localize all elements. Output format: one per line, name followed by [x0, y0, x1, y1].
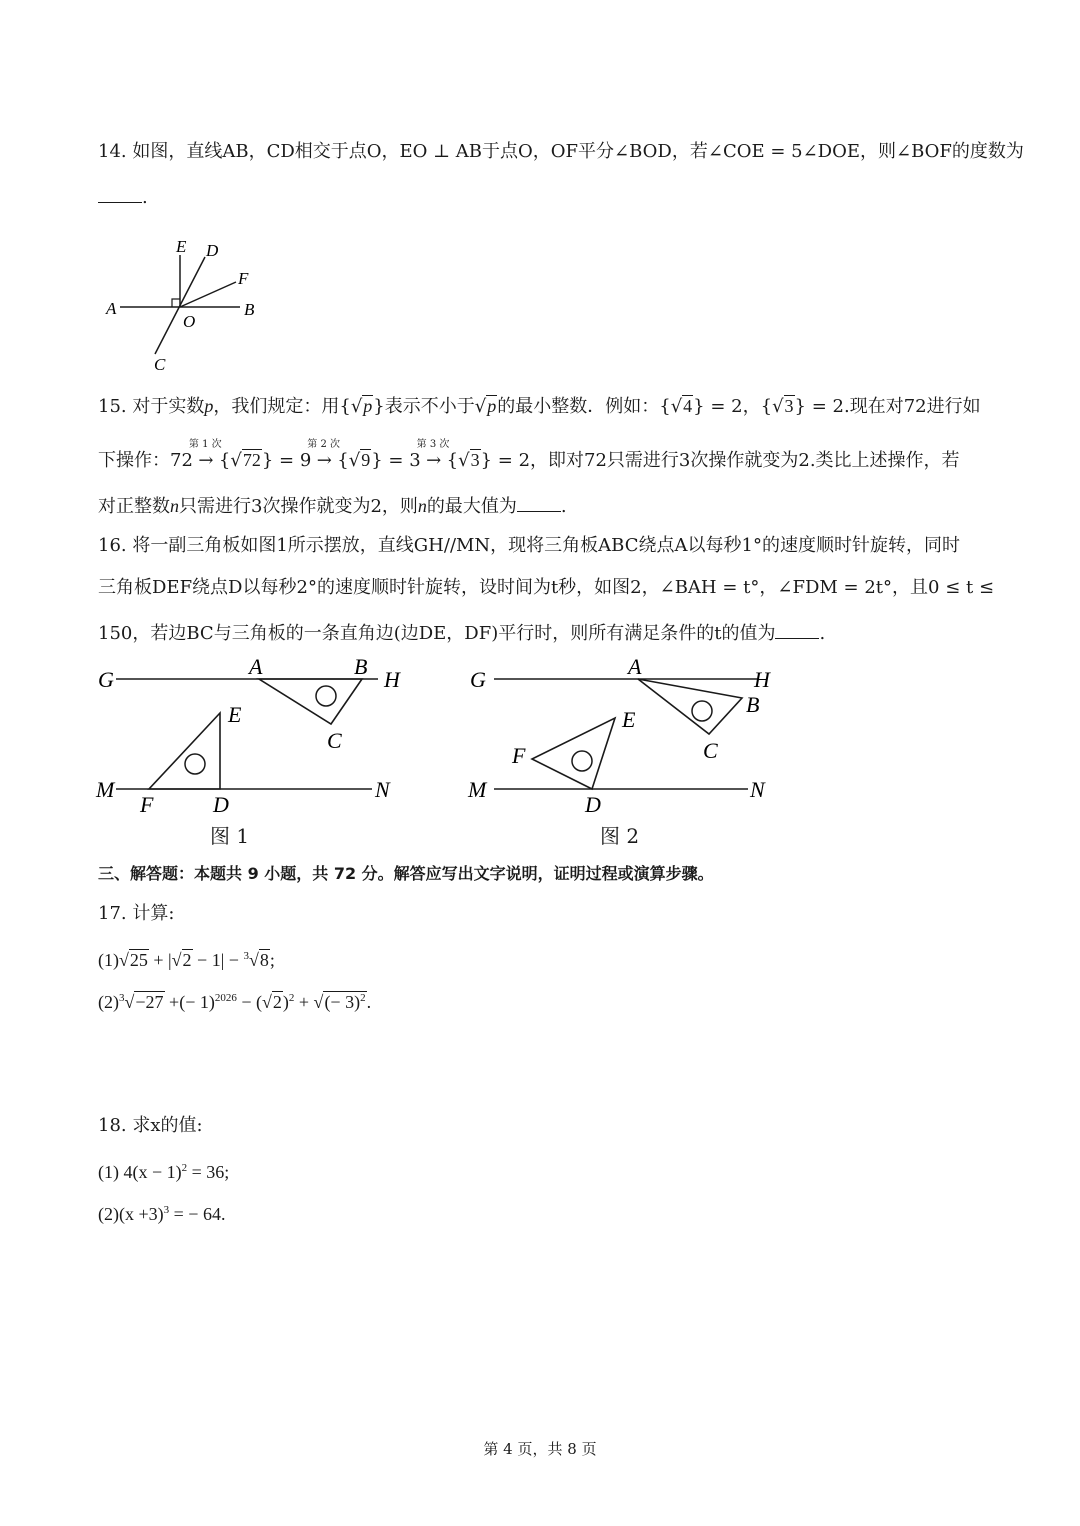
q16-answer-blank [775, 622, 819, 639]
triangle-def-2 [532, 718, 615, 789]
arrow-step-2: 第 2 次 → [307, 439, 341, 471]
fig2-label-n: N [750, 777, 765, 802]
triangle-abc-2 [638, 679, 742, 734]
q16-figure-1 [94, 650, 424, 820]
ray-of [180, 282, 236, 307]
q14-tail: . [142, 187, 148, 208]
fig2-label-g: G [470, 667, 486, 692]
triangle-abc-hole [316, 686, 336, 706]
right-angle-mark [172, 299, 180, 307]
fig2-label-a: A [628, 654, 642, 679]
q14-line2 [98, 186, 148, 210]
fig2-label-d: D [585, 792, 601, 817]
q14-line1: 14. 如图，直线AB，CD相交于点O，EO ⊥ AB于点O，OF平分∠BOD，若∠COE = 5∠DOE，则∠BOF的度数为 [98, 141, 1024, 162]
fig2-label-c: C [703, 738, 718, 763]
section-3-heading: 三、解答题：本题共 9 小题，共 72 分。解答应写出文字说明，证明过程或演算步骤。 [98, 864, 714, 883]
label-e: E [176, 237, 187, 256]
q16-line1: 16. 将一副三角板如图1所示摆放，直线GH//MN，现将三角板ABC绕点A以每秒1°的速度顺时针旋转，同时 [98, 535, 960, 556]
triangle-def [149, 713, 220, 789]
q15-line3: 对正整数n只需进行3次操作就变为2，则n的最大值为 . [98, 496, 567, 517]
q16-line2: 三角板DEF绕点D以每秒2°的速度顺时针旋转，设时间为t秒，如图2，∠BAH = t°，∠FDM = 2t°，且0 ≤ t ≤ [98, 577, 995, 598]
fig1-label-g: G [98, 667, 114, 692]
arrow-step-1: 第 1 次 → [188, 439, 222, 471]
fig1-label-a: A [249, 654, 263, 679]
label-f: F [238, 269, 249, 288]
fig1-label-b: B [354, 654, 368, 679]
page-footer: 第 4 页，共 8 页 [483, 1440, 597, 1458]
arrow-step-3: 第 3 次 → [416, 439, 450, 471]
q15-answer-blank [517, 495, 561, 512]
q18-title: 18. 求x的值: [98, 1115, 203, 1136]
fig1-label-n: N [375, 777, 390, 802]
q15-line2: 下操作：72 第 1 次 → {√72} = 9 第 2 次 → {√9} = 3 第 3 次 → {√3} = 2，即对72只需进行3次操作就变为2.类比上述操作，若 [98, 439, 960, 471]
label-a: A [106, 299, 117, 318]
q17-part1: (1)√25 + |√2 − 1| − $^3$√8; [98, 950, 275, 970]
fig2-label-f: F [512, 743, 526, 768]
fig2-label-h: H [754, 667, 770, 692]
q18-part2: $(2)(x +3)^3$ = − 64. [98, 1204, 226, 1224]
fig2-label-e: E [622, 707, 636, 732]
fig1-label-m: M [96, 777, 115, 802]
label-d: D [206, 241, 219, 260]
label-b: B [244, 300, 255, 319]
fig1-label-f: F [140, 792, 154, 817]
fig2-caption: 图 2 [600, 824, 640, 848]
q17-title: 17. 计算: [98, 903, 175, 924]
q14-answer-blank [98, 186, 142, 203]
triangle-def-2-hole [572, 751, 592, 771]
q18-part1: (1) $4(x - 1)^2 = 36$; [98, 1162, 230, 1182]
fig2-label-b: B [746, 692, 760, 717]
label-o: O [183, 312, 196, 331]
fig1-label-e: E [228, 702, 242, 727]
q16-figure-2 [466, 650, 796, 820]
triangle-abc [259, 679, 362, 724]
fig1-label-h: H [384, 667, 400, 692]
fig1-label-c: C [327, 728, 342, 753]
q16-line3: 150，若边BC与三角板的一条直角边(边DE，DF)平行时，则所有满足条件的t的值为 . [98, 623, 826, 644]
fig1-label-d: D [213, 792, 229, 817]
fig2-label-m: M [468, 777, 487, 802]
q15-line1: 15. 对于实数p，我们规定：用{√p}表示不小于√p的最小整数．例如：{√4} = 2，{√3} = 2.现在对72进行如 [98, 396, 981, 417]
triangle-def-hole [185, 754, 205, 774]
label-c: C [154, 355, 166, 374]
fig1-caption: 图 1 [210, 824, 250, 848]
q17-part2: $(2)^3√-27$ +(− $1)^{2026} - (√2)^2$ + √(− 3)$^2$. [98, 992, 372, 1012]
q14-figure [98, 232, 278, 380]
triangle-abc-2-hole [692, 701, 712, 721]
